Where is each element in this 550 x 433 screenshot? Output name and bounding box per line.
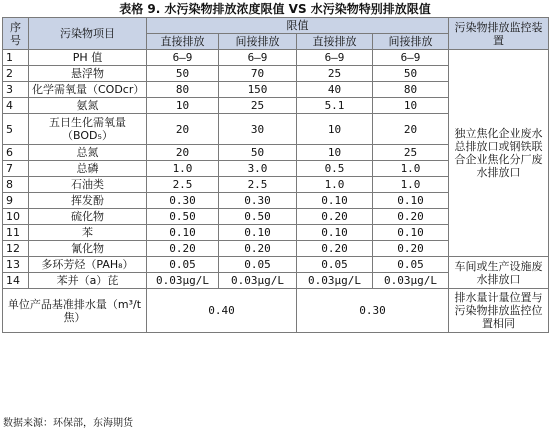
header-control: 污染物排放监控装置 bbox=[449, 18, 549, 50]
baseline-label: 单位产品基准排水量（m³/t 焦） bbox=[3, 289, 147, 333]
row-indirect-a: 50 bbox=[219, 145, 297, 161]
row-direct-b: 0.10 bbox=[297, 193, 373, 209]
row-indirect-a: 2.5 bbox=[219, 177, 297, 193]
control-group-1: 独立焦化企业废水总排放口或钢铁联合企业焦化分厂废水排放口 bbox=[449, 50, 549, 257]
row-indirect-b: 80 bbox=[373, 82, 449, 98]
row-direct-a: 10 bbox=[147, 98, 219, 114]
row-direct-a: 1.0 bbox=[147, 161, 219, 177]
row-indirect-a: 0.03μg/L bbox=[219, 273, 297, 289]
row-indirect-b: 10 bbox=[373, 98, 449, 114]
row-direct-a: 6–9 bbox=[147, 50, 219, 66]
row-indirect-a: 0.10 bbox=[219, 225, 297, 241]
row-direct-a: 2.5 bbox=[147, 177, 219, 193]
row-direct-b: 5.1 bbox=[297, 98, 373, 114]
row-no: 2 bbox=[3, 66, 29, 82]
row-no: 3 bbox=[3, 82, 29, 98]
row-indirect-a: 0.50 bbox=[219, 209, 297, 225]
row-indirect-b: 50 bbox=[373, 66, 449, 82]
row-direct-a: 0.20 bbox=[147, 241, 219, 257]
header-pollutant: 污染物项目 bbox=[29, 18, 147, 50]
row-indirect-a: 70 bbox=[219, 66, 297, 82]
row-direct-b: 6–9 bbox=[297, 50, 373, 66]
row-indirect-a: 6–9 bbox=[219, 50, 297, 66]
row-direct-a: 20 bbox=[147, 114, 219, 145]
row-direct-b: 0.20 bbox=[297, 209, 373, 225]
row-indirect-a: 150 bbox=[219, 82, 297, 98]
baseline-value-2: 0.30 bbox=[297, 289, 449, 333]
row-name: 总氮 bbox=[29, 145, 147, 161]
row-no: 6 bbox=[3, 145, 29, 161]
emission-limit-table bbox=[2, 17, 549, 333]
control-group-2: 车间或生产设施废水排放口 bbox=[449, 257, 549, 289]
row-direct-b: 0.20 bbox=[297, 241, 373, 257]
row-indirect-a: 0.05 bbox=[219, 257, 297, 273]
row-direct-b: 40 bbox=[297, 82, 373, 98]
row-direct-a: 80 bbox=[147, 82, 219, 98]
row-indirect-b: 25 bbox=[373, 145, 449, 161]
row-direct-a: 0.10 bbox=[147, 225, 219, 241]
row-direct-b: 10 bbox=[297, 114, 373, 145]
row-name: 氰化物 bbox=[29, 241, 147, 257]
row-no: 11 bbox=[3, 225, 29, 241]
row-no: 8 bbox=[3, 177, 29, 193]
row-direct-b: 0.10 bbox=[297, 225, 373, 241]
row-name: 多环芳烃（PAH₈） bbox=[29, 257, 147, 273]
row-direct-a: 0.05 bbox=[147, 257, 219, 273]
header-direct-2: 直接排放 bbox=[297, 34, 373, 50]
row-indirect-b: 1.0 bbox=[373, 161, 449, 177]
row-direct-a: 50 bbox=[147, 66, 219, 82]
row-direct-a: 20 bbox=[147, 145, 219, 161]
row-direct-b: 0.03μg/L bbox=[297, 273, 373, 289]
header-direct-1: 直接排放 bbox=[147, 34, 219, 50]
row-indirect-b: 20 bbox=[373, 114, 449, 145]
header-indirect-2: 间接排放 bbox=[373, 34, 449, 50]
row-no: 10 bbox=[3, 209, 29, 225]
row-no: 9 bbox=[3, 193, 29, 209]
header-indirect-1: 间接排放 bbox=[219, 34, 297, 50]
row-indirect-b: 6–9 bbox=[373, 50, 449, 66]
header-seq: 序号 bbox=[3, 18, 29, 50]
row-indirect-b: 0.20 bbox=[373, 241, 449, 257]
row-no: 12 bbox=[3, 241, 29, 257]
data-source: 数据来源：环保部，东海期货 bbox=[3, 418, 133, 429]
row-indirect-a: 0.30 bbox=[219, 193, 297, 209]
row-name: 苯 bbox=[29, 225, 147, 241]
row-name: 氨氮 bbox=[29, 98, 147, 114]
row-indirect-b: 0.03μg/L bbox=[373, 273, 449, 289]
row-name: 总磷 bbox=[29, 161, 147, 177]
row-direct-b: 10 bbox=[297, 145, 373, 161]
row-indirect-b: 0.20 bbox=[373, 209, 449, 225]
row-direct-b: 1.0 bbox=[297, 177, 373, 193]
row-no: 7 bbox=[3, 161, 29, 177]
row-indirect-a: 25 bbox=[219, 98, 297, 114]
table-row bbox=[3, 257, 549, 273]
row-indirect-b: 0.10 bbox=[373, 193, 449, 209]
row-indirect-b: 0.05 bbox=[373, 257, 449, 273]
table-row-baseline bbox=[3, 289, 549, 333]
table-caption: 表格 9. 水污染物排放浓度限值 VS 水污染物特别排放限值 bbox=[119, 2, 431, 16]
row-direct-b: 25 bbox=[297, 66, 373, 82]
row-direct-a: 0.30 bbox=[147, 193, 219, 209]
row-indirect-a: 30 bbox=[219, 114, 297, 145]
row-direct-a: 0.03μg/L bbox=[147, 273, 219, 289]
row-no: 13 bbox=[3, 257, 29, 273]
row-direct-b: 0.05 bbox=[297, 257, 373, 273]
baseline-control: 排水量计量位置与污染物排放监控位置相同 bbox=[449, 289, 549, 333]
row-indirect-b: 0.10 bbox=[373, 225, 449, 241]
row-name: 悬浮物 bbox=[29, 66, 147, 82]
header-limit: 限值 bbox=[147, 18, 449, 34]
row-name: 石油类 bbox=[29, 177, 147, 193]
row-name: 挥发酚 bbox=[29, 193, 147, 209]
row-name: PH 值 bbox=[29, 50, 147, 66]
row-no: 5 bbox=[3, 114, 29, 145]
row-indirect-a: 3.0 bbox=[219, 161, 297, 177]
row-indirect-b: 1.0 bbox=[373, 177, 449, 193]
row-no: 1 bbox=[3, 50, 29, 66]
baseline-value-1: 0.40 bbox=[147, 289, 297, 333]
row-no: 14 bbox=[3, 273, 29, 289]
row-name: 化学需氧量（CODcr） bbox=[29, 82, 147, 98]
row-direct-a: 0.50 bbox=[147, 209, 219, 225]
row-no: 4 bbox=[3, 98, 29, 114]
row-indirect-a: 0.20 bbox=[219, 241, 297, 257]
row-direct-b: 0.5 bbox=[297, 161, 373, 177]
row-name: 苯并（a）芘 bbox=[29, 273, 147, 289]
table-row bbox=[3, 50, 549, 66]
row-name: 五日生化需氧量（BOD₅） bbox=[29, 114, 147, 145]
row-name: 硫化物 bbox=[29, 209, 147, 225]
